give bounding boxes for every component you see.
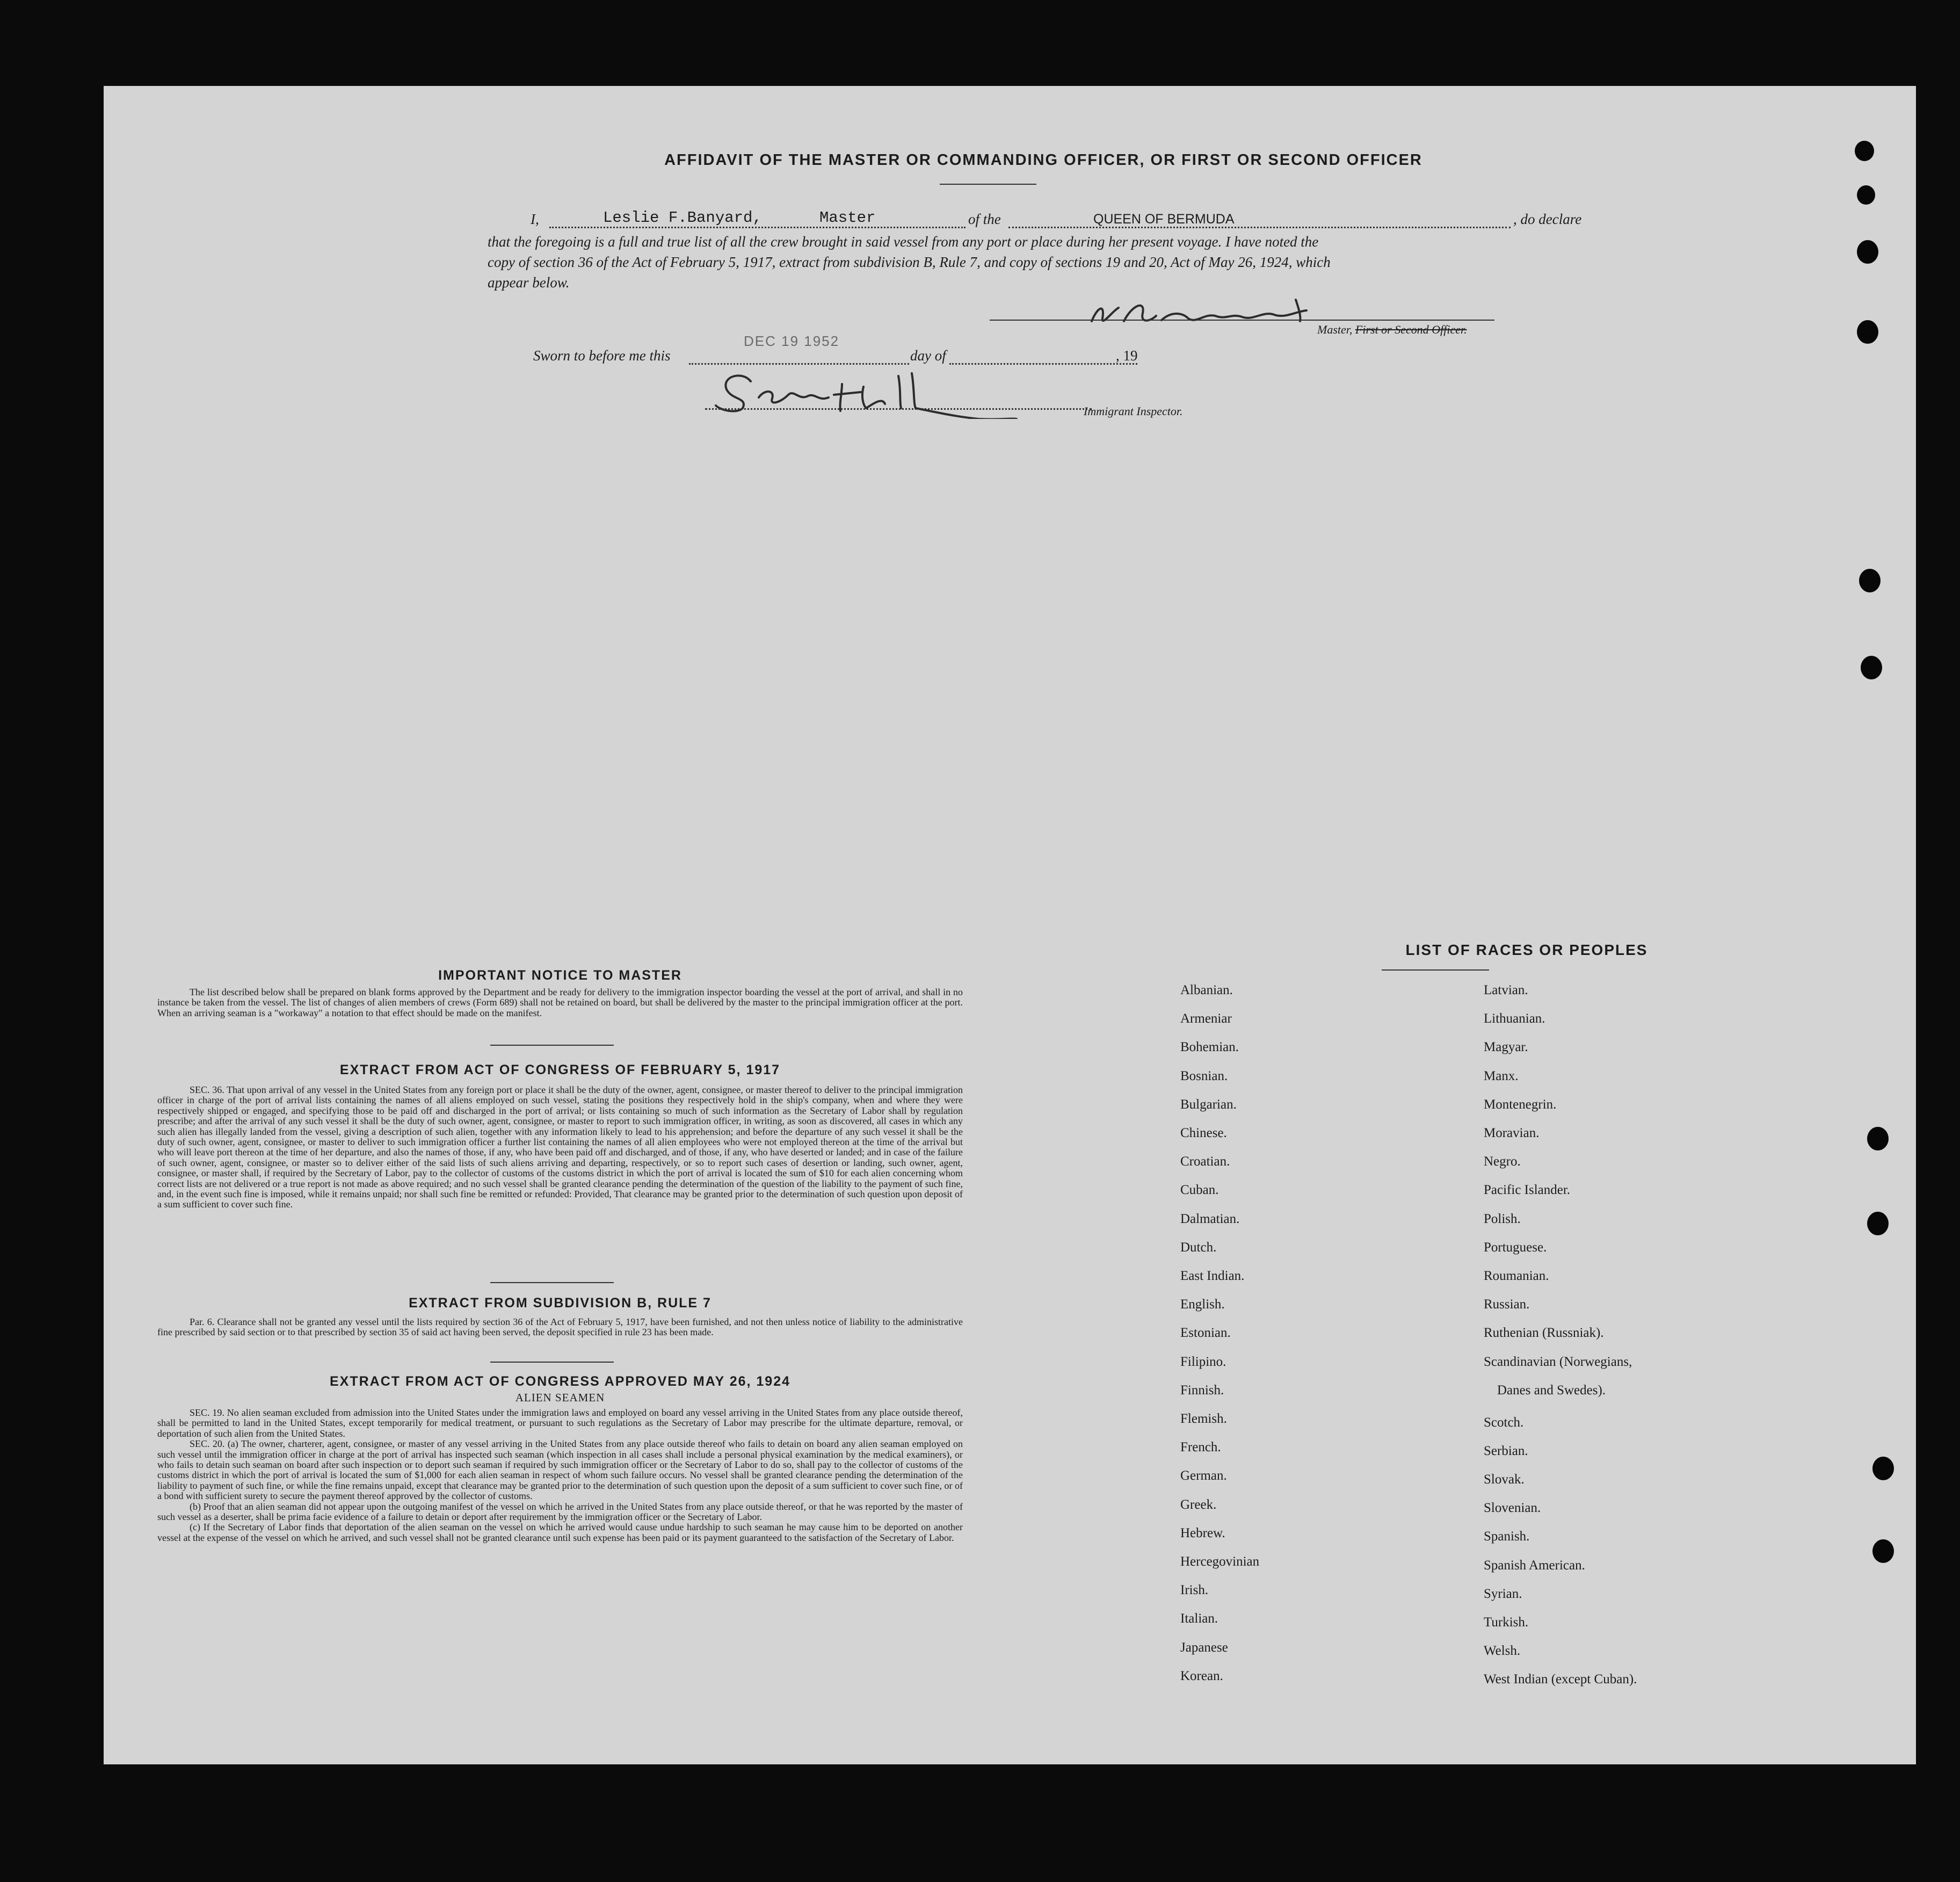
vessel-fill-line xyxy=(1008,227,1511,228)
rule7-title: EXTRACT FROM SUBDIVISION B, RULE 7 xyxy=(409,1295,712,1311)
race-item: Latvian. xyxy=(1484,983,1528,997)
race-item: Syrian. xyxy=(1484,1586,1522,1601)
binder-hole xyxy=(1872,1457,1894,1480)
master-signature-caption xyxy=(1317,323,1467,337)
race-item: French. xyxy=(1180,1440,1221,1455)
race-item: Spanish. xyxy=(1484,1529,1530,1544)
race-item: Danes and Swedes). xyxy=(1497,1382,1606,1398)
do-declare-label: , do declare xyxy=(1513,211,1582,227)
binder-hole xyxy=(1867,1212,1889,1235)
race-item: Italian. xyxy=(1180,1611,1218,1626)
race-item: Scotch. xyxy=(1484,1415,1524,1430)
race-item: Pacific Islander. xyxy=(1484,1183,1571,1198)
race-item: Albanian. xyxy=(1180,983,1233,997)
race-item: Japanese xyxy=(1180,1640,1228,1655)
extract-1924-body xyxy=(157,1408,963,1543)
race-item: West Indian (except Cuban). xyxy=(1484,1672,1637,1687)
race-item: Roumanian. xyxy=(1484,1269,1549,1283)
caption-struck-officer: First or Second Officer. xyxy=(1355,323,1467,336)
vessel-name-field: QUEEN OF BERMUDA xyxy=(1093,212,1235,227)
race-item: Russian. xyxy=(1484,1297,1530,1312)
inspector-caption: Immigrant Inspector. xyxy=(1084,404,1183,418)
master-signature xyxy=(1081,289,1349,337)
sworn-label: Sworn to before me this xyxy=(533,348,671,364)
binder-hole xyxy=(1859,569,1881,592)
inspector-signature xyxy=(700,360,1022,419)
race-item: Polish. xyxy=(1484,1211,1521,1226)
binder-hole xyxy=(1857,320,1878,344)
extract-1917-divider xyxy=(490,1282,614,1283)
race-item: Flemish. xyxy=(1180,1412,1227,1426)
inspector-signature-line xyxy=(705,408,1092,410)
race-item: Turkish. xyxy=(1484,1615,1529,1630)
sec20c-text: (c) If the Secretary of Labor finds that deportation of the alien seaman on the vessel on which he arrived would cause undue hardship to such seaman he may cause him to be deported on another vessel at the expense of the vessel on which he arrived, and such vessel shall not be granted clearance until such expense has been paid or its payment guaranteed to the satisfaction of the Secretary of Labor. xyxy=(157,1522,963,1543)
notice-divider xyxy=(490,1045,614,1046)
extract-1924-subtitle: ALIEN SEAMEN xyxy=(515,1391,605,1404)
race-item: Spanish American. xyxy=(1484,1558,1585,1573)
race-item: Filipino. xyxy=(1180,1354,1226,1369)
rule7-body: Par. 6. Clearance shall not be granted any vessel until the lists required by section 36 of the Act of February 5, 1917, have been furnished, and not then unless notice of liability to the administrative fine prescribed by said section or to that prescribed by section 35 of said act having been served, the deposit specified in rule 23 has been made. xyxy=(157,1316,963,1338)
binder-hole xyxy=(1867,1127,1889,1150)
race-item: Greek. xyxy=(1180,1497,1217,1512)
title-divider xyxy=(940,184,1036,185)
race-item: German. xyxy=(1180,1468,1227,1483)
binder-hole xyxy=(1861,656,1882,679)
form-sheet xyxy=(104,86,1916,1764)
race-item: Bohemian. xyxy=(1180,1040,1239,1055)
race-item: Slovenian. xyxy=(1484,1501,1541,1516)
date-stamp: DEC 19 1952 xyxy=(744,333,840,349)
sec20a-text: SEC. 20. (a) The owner, charterer, agent, consignee, or master of any vessel arriving in the United States from any place outside thereof who fails to detain on board any alien seaman employed on such vessel until the immigration officer in charge at the port of arrival has inspected such seaman (which inspection in all cases shall include a personal physical examination by the medical examiners), or who fails to detain such seaman on board after such inspection or to deport such seaman if required by such immigration officer or the Secretary of Labor to do so, shall pay to the collector of customs of the customs district in which the port of arrival is located the sum of $1,000 for each alien seaman in respect of whom such failure occurs. No vessel shall be granted clearance pending the determination of the liability to payment of such fine, or while the fine remains unpaid, except that clearance may be granted prior to the determination of such question upon the deposit of a sum sufficient to cover such fine, or of a bond with sufficient surety to secure the payment thereof approved by the collector of customs. xyxy=(157,1438,963,1502)
race-item: Hercegovinian xyxy=(1180,1554,1260,1569)
master-name-field: Leslie F.Banyard, xyxy=(603,209,762,227)
race-item: Portuguese. xyxy=(1484,1240,1547,1255)
notice-title: IMPORTANT NOTICE TO MASTER xyxy=(438,968,682,983)
affidavit-line-4: appear below. xyxy=(488,274,570,291)
master-signature-line xyxy=(990,320,1494,321)
race-item: Serbian. xyxy=(1484,1443,1528,1458)
race-item: Cuban. xyxy=(1180,1183,1219,1198)
affidavit-line-3: copy of section 36 of the Act of February 5, 1917, extract from subdivision B, Rule 7, and copy of sections 19 and 20, Act of May 26, 1924, which xyxy=(488,254,1331,270)
race-item: Lithuanian. xyxy=(1484,1011,1545,1026)
race-item: Irish. xyxy=(1180,1583,1209,1598)
race-item: Bosnian. xyxy=(1180,1068,1228,1083)
races-title: LIST OF RACES OR PEOPLES xyxy=(1405,942,1648,958)
race-item: Chinese. xyxy=(1180,1126,1227,1140)
sec19-text: SEC. 19. No alien seaman excluded from admission into the United States under the immigration laws and employed on board any vessel arriving in the United States from any place outside thereof, shall be permitted to land in the United States, except temporarily for medical treatment, or pursuant to such regulations as the Secretary of Labor may prescribe for the ultimate departure, removal, or deportation of such alien from the United States. xyxy=(157,1407,963,1439)
extract-1924-title: EXTRACT FROM ACT OF CONGRESS APPROVED MAY 26, 1924 xyxy=(329,1374,791,1389)
caption-master: Master, xyxy=(1317,323,1353,336)
race-item: Ruthenian (Russniak). xyxy=(1484,1326,1604,1341)
race-item: Hebrew. xyxy=(1180,1525,1225,1540)
race-item: Dutch. xyxy=(1180,1240,1217,1255)
binder-hole xyxy=(1872,1539,1894,1563)
notice-body: The list described below shall be prepared on blank forms approved by the Department and be ready for delivery to the immigration inspector boarding the vessel at the port of arrival, and shall in no instance be taken from the vessel. The list of changes of alien members of crews (Form 689) shall not be retained on board, but shall be delivered by the master to the principal immigration officer at the port. When an arriving seaman is a "workaway" a notation to that effect should be made on the manifest. xyxy=(157,987,963,1018)
race-item: Magyar. xyxy=(1484,1040,1528,1055)
race-item: Welsh. xyxy=(1484,1644,1521,1659)
race-item: Croatian. xyxy=(1180,1154,1230,1169)
race-item: Scandinavian (Norwegians, xyxy=(1484,1354,1632,1369)
of-the-label: of the xyxy=(968,211,1001,227)
binder-hole xyxy=(1857,185,1875,205)
race-item: Armeniar xyxy=(1180,1011,1232,1026)
affidavit-pronoun: I, xyxy=(531,211,539,227)
year-label: , 19 xyxy=(1116,348,1138,364)
race-item: English. xyxy=(1180,1297,1225,1312)
race-item: Moravian. xyxy=(1484,1126,1540,1140)
race-item: Dalmatian. xyxy=(1180,1211,1240,1226)
binder-hole xyxy=(1857,240,1878,264)
extract-1917-body: SEC. 36. That upon arrival of any vessel in the United States from any foreign port or place it shall be the duty of the owner, agent, consignee, or master thereof to deliver to the principal immigration officer in charge of the port of arrival lists containing the names of all aliens employed on such vessel, stating the positions they respectively hold in the ship's company, when and where they were respectively shipped or engaged, and specifying those to be paid off and discharged in the port of arrival; or lists containing so much of such information as the Secretary of Labor shall by regulation prescribe; and after the arrival of any such vessel it shall be the duty of such owner, agent, consignee, or master to report to such immigration officer, in writing, as soon as discovered, all cases in which any such alien has illegally landed from the vessel, giving a description of such alien, together with any information likely to lead to his apprehension; and before the departure of any such vessel it shall be the duty of such owner, agent, consignee, or master to deliver to such immigration officer a further list containing the names of all alien employees who were not employed thereon at the time of the arrival but who will leave port thereon at the time of her departure, and also the names of those, if any, who have been paid off and discharged, and of those, if any, who have deserted or landed; and in case of the failure of such owner, agent, consignee, or master so to deliver either of the said lists of such aliens arriving and departing, respectively, or so to report such cases of desertion or landing, such owner, agent, consignee, or master shall, if required by the Secretary of Labor, pay to the collector of customs of the customs district in which the port of arrival is located the sum of $10 for each alien concerning whom correct lists are not delivered or a true report is not made as above required; and no such vessel shall be granted clearance pending the determination of the question of the liability to the payment of such fine, and, in the event such fine is imposed, while it remains unpaid; nor shall such fine be remitted or refunded: Provided, That clearance may be granted prior to the determination of such question upon deposit of a sum sufficient to cover such fine. xyxy=(157,1084,963,1210)
binder-hole xyxy=(1855,141,1874,161)
name-fill-line xyxy=(549,227,966,228)
rule7-divider xyxy=(490,1362,614,1363)
race-item: Finnish. xyxy=(1180,1382,1224,1398)
race-item: Korean. xyxy=(1180,1668,1223,1683)
race-item: Manx. xyxy=(1484,1068,1519,1083)
affidavit-line-2: that the foregoing is a full and true list of all the crew brought in said vessel from any port or place during her present voyage. I have noted the xyxy=(488,234,1319,250)
rank-field: Master xyxy=(819,209,876,227)
sec20b-text: (b) Proof that an alien seaman did not appear upon the outgoing manifest of the vessel on which he arrived in the United States from any place outside thereof, or that he was reported by the master of such vessel as a deserter, shall be prima facie evidence of a failure to detain or deport after requirement by the immigration officer or the Secretary of Labor. xyxy=(157,1501,963,1523)
affidavit-title: AFFIDAVIT OF THE MASTER OR COMMANDING OFFICER, OR FIRST OR SECOND OFFICER xyxy=(664,151,1422,169)
race-item: Estonian. xyxy=(1180,1326,1231,1341)
race-item: Negro. xyxy=(1484,1154,1521,1169)
day-of-label: day of xyxy=(910,348,946,364)
extract-1917-title: EXTRACT FROM ACT OF CONGRESS OF FEBRUARY 5, 1917 xyxy=(339,1062,781,1077)
race-item: East Indian. xyxy=(1180,1269,1245,1283)
race-item: Montenegrin. xyxy=(1484,1097,1557,1112)
race-item: Slovak. xyxy=(1484,1472,1525,1487)
races-divider xyxy=(1382,969,1489,971)
race-item: Bulgarian. xyxy=(1180,1097,1237,1112)
